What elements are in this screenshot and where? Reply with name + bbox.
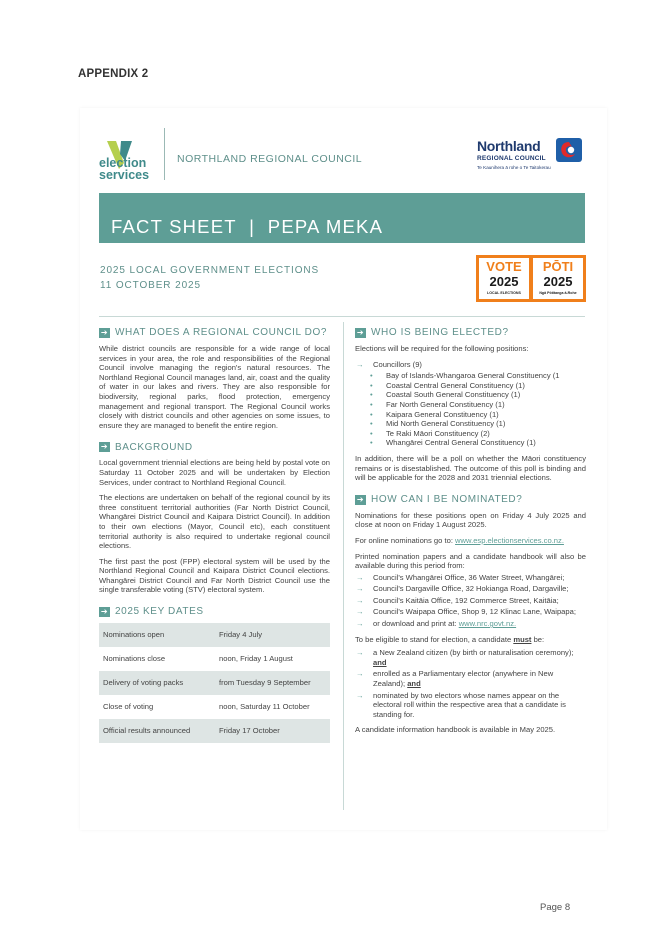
bullet-icon: • — [370, 409, 373, 419]
key-date-value: Friday 17 October — [215, 719, 330, 743]
key-date-value: Friday 4 July — [215, 623, 330, 647]
constituency-text: Coastal South General Constituency (1) — [386, 390, 521, 400]
online-prefix: For online nominations go to: — [355, 535, 456, 545]
nrc-logo-sub: REGIONAL COUNCIL — [477, 155, 546, 162]
background-p2: The elections are undertaken on behalf of the regional council by its three constituent territorial authorities (Far North District Council, Whangārei District Council and Kaipara District Council). In addition to their own elections (Mayor, Council etc), each constituent territorial authority is also required to undertake regional council elections. — [99, 493, 330, 551]
criteria-and: and — [373, 657, 387, 667]
list-item — [355, 390, 586, 400]
es-line2: services — [99, 168, 150, 182]
eligible-must: must — [513, 634, 532, 644]
list-item — [355, 410, 586, 420]
subtitle-line2: 11 OCTOBER 2025 — [100, 280, 201, 291]
right-column — [355, 328, 586, 741]
list-item — [355, 381, 586, 391]
list-item — [355, 691, 586, 720]
constituency-text: Kaipara General Constituency (1) — [386, 409, 499, 419]
northland-regional-council-logo — [474, 136, 590, 180]
arrow-right-icon: → — [356, 669, 364, 679]
background-heading-text: BACKGROUND — [115, 441, 193, 453]
what-heading-text: WHAT DOES A REGIONAL COUNCIL DO? — [115, 327, 328, 339]
table-row — [99, 647, 330, 671]
bullet-icon: • — [370, 399, 373, 409]
criteria-text: nominated by two electors whose names appear on the electoral roll within the respective area that a candidate is standing for. — [373, 690, 566, 719]
arrow-box-icon: ➔ — [100, 328, 109, 337]
key-dates-table — [99, 623, 330, 743]
election-services-wordmark — [99, 157, 149, 181]
table-row — [99, 695, 330, 719]
subtitle-line1: 2025 LOCAL GOVERNMENT ELECTIONS — [100, 265, 320, 276]
arrow-box-icon: ➔ — [356, 328, 365, 337]
bullet-icon: • — [370, 438, 373, 448]
list-item — [355, 438, 586, 448]
section-divider — [99, 316, 585, 317]
key-date-value: from Tuesday 9 September — [215, 671, 330, 695]
list-item — [355, 400, 586, 410]
arrow-box-icon: ➔ — [100, 607, 109, 617]
list-item — [355, 419, 586, 429]
key-date-value: noon, Friday 1 August — [219, 654, 293, 664]
eligible-prefix: To be eligible to stand for election, a candidate — [355, 634, 514, 644]
background-heading — [99, 442, 330, 452]
arrow-right-icon: → — [356, 619, 364, 629]
list-item — [355, 619, 586, 629]
arrow-right-icon: → — [356, 595, 364, 605]
arrow-right-icon: → — [356, 690, 364, 700]
handbook-note: A candidate information handbook is available in May 2025. — [355, 725, 556, 735]
constituency-list — [355, 371, 586, 448]
eligibility-intro — [355, 635, 586, 645]
esp-link[interactable]: www.esp.electionservices.co.nz. — [455, 535, 564, 545]
key-date-label: Delivery of voting packs — [99, 671, 215, 695]
nominations-dates: Nominations for these positions open on Friday 4 July 2025 and close at noon on Friday 1 August 2025. — [355, 510, 586, 530]
key-date-label: Nominations open — [99, 623, 215, 647]
left-column — [99, 328, 330, 743]
bullet-icon: • — [370, 380, 373, 390]
key-date-label: Close of voting — [103, 702, 154, 712]
bullet-icon: • — [370, 419, 373, 429]
list-item — [355, 573, 586, 583]
list-item — [355, 596, 586, 606]
online-nominations — [355, 536, 586, 546]
councillors-text: Councillors (9) — [373, 359, 422, 369]
key-date-label: Official results announced — [99, 719, 215, 743]
poll-text: In addition, there will be a poll on whether the Māori constituency remains or is disestablished. The outcome of this poll is binding and will be applicable for the 2028 and 2031 triennial elections. — [355, 453, 586, 483]
list-item — [355, 371, 586, 381]
list-item — [355, 648, 586, 667]
nrc-link[interactable]: www.nrc.govt.nz. — [458, 619, 517, 629]
who-intro: Elections will be required for the following positions: — [355, 344, 529, 353]
constituency-text: Whangārei Central General Constituency (1) — [386, 438, 536, 448]
constituency-text: Mid North General Constituency (1) — [386, 419, 506, 429]
who-heading — [355, 328, 586, 338]
constituency-text: Coastal Central General Constituency (1) — [386, 380, 525, 390]
banner-title: FACT SHEET | PEPA MEKA — [111, 216, 384, 237]
badge-year-right: 2025 — [543, 274, 573, 289]
arrow-box-icon: ➔ — [100, 442, 109, 452]
column-divider — [343, 322, 344, 810]
badge-vote: VOTE — [486, 259, 522, 274]
who-heading-text: WHO IS BEING ELECTED? — [371, 327, 509, 339]
es-line1: election — [99, 156, 147, 170]
badge-year-left: 2025 — [489, 274, 519, 289]
office-text: Council's Kaitāia Office, 192 Commerce Street, Kaitāia; — [373, 595, 559, 605]
bullet-icon: • — [370, 390, 373, 400]
background-p1: Local government triennial elections are being held by postal vote on Saturday 11 October 2025 and will be undertaken by Election Services, under contract to Northland Regional Council. — [99, 458, 330, 487]
eligible-suffix: be: — [531, 634, 545, 644]
key-date-label: Nominations close — [103, 654, 166, 664]
criteria-and: and — [407, 679, 421, 689]
key-dates-heading — [99, 607, 330, 617]
arrow-box-icon: ➔ — [356, 494, 365, 504]
nrc-emblem-icon — [556, 138, 582, 162]
constituency-text: Bay of Islands-Whangaroa General Constituency (1 — [386, 371, 560, 381]
list-item — [355, 669, 586, 688]
criteria-text: a New Zealand citizen (by birth or naturalisation ceremony); — [373, 648, 574, 658]
bullet-icon: • — [370, 371, 373, 381]
nrc-tagline: Te Kaunihera ā rohe o Te Taitokerau — [477, 165, 551, 170]
appendix-label: APPENDIX 2 — [78, 68, 149, 80]
offices-list — [355, 573, 586, 629]
page-number: Page 8 — [540, 902, 571, 913]
printed-papers: Printed nomination papers and a candidate handbook will also be available during this period from: — [355, 551, 586, 571]
vote-2025-badge — [476, 255, 586, 302]
table-row — [99, 671, 330, 695]
arrow-right-icon: → — [356, 359, 364, 369]
constituency-text: Te Raki Māori Constituency (2) — [386, 428, 490, 438]
badge-sub-left: LOCAL ELECTIONS — [487, 291, 521, 295]
list-item — [355, 429, 586, 439]
table-row — [99, 719, 330, 743]
badge-poti: PŌTI — [542, 259, 574, 274]
what-body: While district councils are responsible for a wide range of local services in your area, the role and responsibilities of the Regional Council involve managing the region's natural resources. The Northland Regional Council manages land, air, coast and the quality of water in our lakes and rivers. They are also responsible for biodiversity, regional parks, flood protection, emergency management and regional transport. The Regional Council works closely with district councils and other agencies on some issues, to ensure they are managed to benefit the entire region. — [99, 344, 330, 430]
office-text: Council's Dargaville Office, 32 Hokianga Road, Dargaville; — [373, 584, 569, 594]
list-item — [355, 607, 586, 617]
arrow-right-icon: → — [356, 648, 364, 658]
council-name: NORTHLAND REGIONAL COUNCIL — [177, 153, 363, 165]
how-heading — [355, 495, 586, 505]
key-date-value: noon, Saturday 11 October — [219, 702, 310, 712]
arrow-right-icon: → — [356, 572, 364, 582]
constituency-text: Far North General Constituency (1) — [386, 399, 505, 409]
bullet-icon: • — [370, 428, 373, 438]
nrc-logo-word: Northland — [477, 138, 541, 154]
criteria-text: enrolled as a Parliamentary elector (anywhere in New Zealand); — [373, 669, 554, 689]
background-p3: The first past the post (FPP) electoral system will be used by the Northland Regional Council and Kaipara District Council elections. Whangārei District Council and Far North District Council use the single transferable voting (STV) electoral system. — [99, 556, 330, 595]
how-heading-text: HOW CAN I BE NOMINATED? — [371, 493, 523, 505]
arrow-right-icon: → — [356, 607, 364, 617]
criteria-list — [355, 648, 586, 719]
office-text: Council's Whangārei Office, 36 Water Street, Whangārei; — [373, 572, 565, 582]
table-row — [99, 623, 330, 647]
list-item — [355, 584, 586, 594]
list-item — [355, 360, 586, 370]
badge-sub-right: Ngā Pōtitanga ā-Rohe — [539, 291, 577, 295]
office-text: Council's Waipapa Office, Shop 9, 12 Klinac Lane, Waipapa; — [373, 607, 576, 617]
arrow-right-icon: → — [356, 584, 364, 594]
logo-divider — [164, 128, 165, 180]
councillors-list — [355, 360, 586, 370]
key-dates-heading-text: 2025 KEY DATES — [115, 606, 204, 618]
download-prefix: or download and print at: — [373, 619, 459, 629]
what-heading — [99, 328, 330, 338]
